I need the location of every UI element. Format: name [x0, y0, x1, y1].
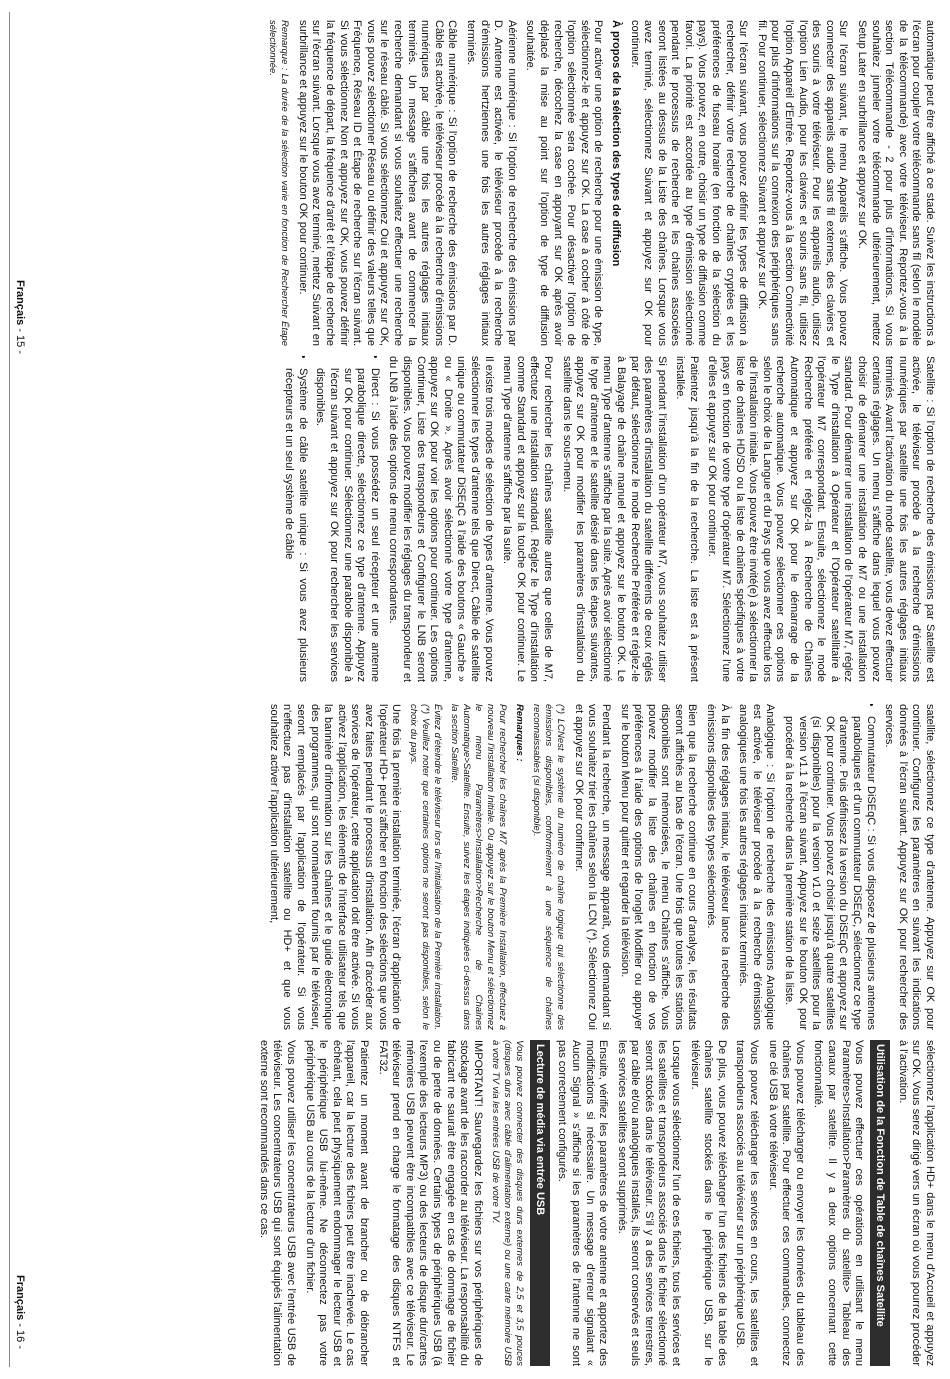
- paragraph: Bien que la recherche continue en cours d'analyse, les résultats seront affichés au bas de l'écran. Une fois que toutes les stations disponibles sont mémorisées, le menu Chaînes s'affiche. Vous pouvez modifier la liste des chaînes en fonction de vos préférences à l'aide des options de l'onglet Modifier ou appuyer sur le bouton Menu pour quitter et regarder la télévision.: [618, 704, 699, 1030]
- paragraph: Satellite : Si l'option de recherche des émissions par Satellite est activée, le téléviseur procède à la recherche d'émissions numériques par satellite une fois les autres réglages initiaux terminés. Avant l'activation du mode satellite, vous devez effectuer certains réglages. Un menu s'affiche dans lequel vous pouvez choisir de démarrer une installation de M7 ou une installation standard. Pour démarrer une installation de l'opérateur M7, réglez le Type d'installation à Opérateur et l'Opérateur satellitaire à l'opérateur M7 correspondant. Ensuite, sélectionnez le mode Recherche préférée et réglez-la à Recherche de Chaînes Automatique et appuyez sur OK pour le démarrage de la recherche automatique. Vous pouvez sélectionner ces options selon le choix de la Langue et du Pays que vous avez effectué lors de l'installation initiale. Vous pouvez être invité(e) à sélectionner la liste de chaînes HD/SD ou la liste de chaînes spécifiques à votre pays en fonction de votre type d'opérateur M7. Sélectionnez l'une d'elles et appuyez sur OK pour continuer.: [706, 356, 936, 682]
- bullet-item: • Direct : Si vous possédez un seul récepteur et une antenne parabolique directe, sélectionnez ce type d'antenne. Appuyez sur OK pour continuer. Sélectionnez une parabole disponible à l'écran suivant et appuyez sur OK pour rechercher les services disponibles.: [313, 368, 381, 682]
- remark: Évitez d'éteindre le téléviseur lors de l'initialisation de la Première installation. (*) Veuillez noter que certaines options ne seront pas disponibles, selon le choix du pays.: [408, 704, 444, 1030]
- paragraph: Pendant la recherche, un message apparaît, vous demandant si vous souhaitez trier les chaînes selon la LCN (*). Sélectionnez Oui et appuyez sur OK pour confirmer.: [572, 704, 612, 1030]
- footer-language: Français: [14, 1275, 26, 1321]
- page-number: - 16 -: [14, 1323, 26, 1349]
- section-heading: À propos de la sélection des types de diffusion: [609, 20, 622, 267]
- paragraph: Sur l'écran suivant, vous pouvez définir les types de diffusion à rechercher, définir votre recherche de chaînes cryptées et les préférences de fuseau horaire (en fonction de la sélection du pays). Vous pouvez, en outre, choisir un type de diffusion comme favori. La priorité est accordée au type d'émission sélectionné pendant le processus de recherche et les chaînes associées seront listées au dessus de la Liste des chaînes. Lorsque vous avez terminé, sélectionnez Suivant et appuyez sur OK pour continuer.: [628, 20, 750, 346]
- remarks-heading: Remarques :: [514, 704, 526, 762]
- column-4: [34, 1040, 936, 1366]
- paragraph: À la fin des réglages initiaux, le téléviseur lance la recherche des émissions disponibles des types sélectionnés.: [705, 704, 731, 1030]
- remark: Pour rechercher les chaînes M7 après la Première Installation, effectuez à nouveau l'installation Initiale. Ou appuyez sur le bouton Menu et sélectionnez le menu Paramètres>Installation>Recherche de Chaînes Automatique>Satellite. Ensuite, suivez les étapes indiquées ci-dessus dans la section Satellite.: [449, 704, 509, 1030]
- paragraph: Lorsque vous sélectionnez l'un de ces fichiers, tous les services et les satellites et transpondeurs associés dans le fichier sélectionné seront stockés dans le téléviseur. S'il y a des services terrestres, par câble et/ou analogiques installés, ils seront conservés et seuls les services satellites seront supprimés.: [615, 1040, 683, 1366]
- paragraph: Sur l'écran suivant, le menu Appareils s'affiche. Vous pouvez connecter des appareils audio sans fil externes, des claviers et des souris à votre téléviseur. Pour les appareils audio, utilisez l'option Lien Audio, pour les claviers et souris sans fil, utilisez l'option Appareil d'Entrée. Reportez-vous à la section Connectivité pour plus d'informations sur la connexion des périphériques sans fil. Pour continuer, sélectionnez Suivant et appuyez sur OK.: [755, 20, 850, 346]
- paragraph: Pour activer une option de recherche pour une émission de type, sélectionnez-le et appuyez sur OK. La case à cocher à côté de l'option sélectionnée sera cochée. Pour désactiver l'option de recherche, décochez la case en appuyant sur OK après avoir déplacé la mise au point sur l'option de type de diffusion souhaitée.: [524, 20, 605, 346]
- column-2: [34, 356, 936, 682]
- lcn-note: (*) LCNest le système du numéro de chaîne logique qui sélectionne des émissions disponibles, conformément à une séquence de chaînes reconnaissables (si disponible).: [531, 704, 567, 1030]
- note: Vous pouvez connecter des disques durs externes de 2,5 et 3,5 pouces (disques durs avec câble d'alimentation externe) ou une carte mémoire USB à votre TV via les entrées USB de votre TV.: [489, 1040, 525, 1366]
- bullet-item: • Commutateur DiSEqC : Si vous disposez de plusieurs antennes paraboliques et d'un commutateur DiSEqC, sélectionnez ce type d'antenne. Puis définissez la version du DiSEqC et appuyez sur OK pour continuer. Vous pouvez choisir jusqu'à quatre satellites (si disponibles) pour la version v1.0 et seize satellites pour la version v1.1 à l'écran suivant. Appuyez sur le bouton OK pour procéder à la recherche dans la première station de la liste.: [781, 716, 876, 1030]
- bullet-item: • Système de câble satellite unique : Si vous avez plusieurs récepteurs et un seul système de câble: [282, 368, 309, 682]
- bullet-list: [282, 356, 381, 682]
- paragraph: sélectionnez l'application HD+ dans le menu d'Accueil et appuyez sur OK. Vous serez dirigé vers un écran où vous pourrez procéder à l'activation.: [896, 1040, 936, 1366]
- paragraph: Câble numérique : Si l'option de recherche des émissions par D. Câble est activée, le téléviseur procède à la recherche d'émissions numériques par câble une fois les autres réglages initiaux terminés. Un message s'affichera avant de commencer la recherche demandant si vous souhaitez effectuer une recherche sur le réseau câblé. Si vous sélectionnez Oui et appuyez sur OK, vous pouvez sélectionner Réseau ou définir des valeurs telles que Fréquence, Réseau ID et Étape de recherche sur l'écran suivant. Si vous sélectionnez Non et appuyez sur OK, vous pouvez définir la fréquence de départ, la fréquence d'arrêt et l'étape de recherche sur l'écran suivant. Lorsque vous avez terminé, mettez Suivant en surbrillance et appuyez sur le bouton OK pour continuer.: [296, 20, 459, 346]
- page-number: - 15 -: [14, 328, 26, 354]
- note: Remarque : La durée de la sélection varie en fonction de Rechercher Étape sélectionnée.: [267, 20, 291, 346]
- paragraph: Si pendant l'installation d'un opérateur M7, vous souhaitez utiliser des paramètres d'installation du satellite différents de ceux réglés par défaut, sélectionnez le mode Recherche Préférée et réglez-le à Balayage de chaîne manuel et appuyez sur le bouton OK. Le menu Type d'antenne s'affiche par la suite. Après avoir sélectionné le type d'antenne et le satellite désiré dans les étapes suivantes, appuyez sur OK pour modifier les paramètres d'installation du satellite dans le sous-menu.: [560, 356, 668, 682]
- paragraph: Vous pouvez télécharger ou envoyer les données du tableau des chaînes par satellite. Pour effectuer ces commandes, connectez une clé USB à votre téléviseur.: [766, 1040, 806, 1366]
- column-1: [34, 20, 936, 346]
- paragraph: Vous pouvez utiliser les concentrateurs USB avec l'entrée USB de téléviseur. Les concentrateurs USB qui sont équipés l'alimentation externe sont recommandés dans ce cas.: [257, 1040, 298, 1366]
- paragraph: Pour rechercher les chaînes satellite autres que celles de M7, effectuez une installation standard. Réglez le Type d'installation comme Standard et appuyez sur la touche OK pour continuer. Le menu Type d'antenne s'affiche par la suite.: [501, 356, 554, 682]
- bullet-list: [781, 704, 876, 1030]
- footer-rule: [9, 12, 10, 1367]
- footer-right: [14, 1275, 26, 1349]
- section-heading: Lecture de média via entrée USB: [530, 1040, 550, 1366]
- footer-language: Français: [14, 280, 26, 326]
- paragraph: Vous pouvez effectuer ces opérations en utilisant le menu Paramètres>Installation>Paramètres du satellite> Tableau des canaux par satellite. Il y a deux options concernant cette fonctionnalité.: [812, 1040, 866, 1366]
- paragraph: Patientez jusqu'à la fin de la recherche. La liste est à présent installée.: [674, 356, 700, 682]
- paragraph: Une fois la première installation terminée, l'écran d'application de l'opérateur HD+ peut s'afficher en fonction des sélections que vous avez faites pendant le processus d'installation. Afin d'accéder aux services de l'opérateur, cette application doit être activée. Si vous activez l'application, les éléments de l'interface utilisateur tels que la bannière d'information sur les chaînes et le guide électronique des programmes, qui sont normalement fournis par le téléviseur, seront remplacés par l'application de l'opérateur. Si vous n'effectuez pas d'installation satellite ou HD+ et que vous souhaitez activer l'application ultérieurement,: [267, 704, 403, 1030]
- paragraph: satellite, sélectionnez ce type d'antenne. Appuyez sur OK pour continuer. Configurez les paramètres en suivant les indications données à l'écran suivant. Appuyez sur OK pour rechercher des services.: [883, 704, 936, 1030]
- paragraph: Aérienne numérique : Si l'option de recherche des émissions par D. Antenne est activée, le téléviseur procède à la recherche d'émissions hertziennes une fois les autres réglages initiaux terminés.: [465, 20, 518, 346]
- paragraph: De plus, vous pouvez télécharger l'un des fichiers de la table des chaînes satellite stockés dans le périphérique USB, sur le téléviseur.: [688, 1040, 728, 1366]
- paragraph: automatique peut être affiché à ce stade. Suivez les instructions à l'écran pour coupler votre télécommande sans fil (selon le modèle de la télécommande) avec votre téléviseur. Reportez-vous à la section Télécommande - 2 pour plus d'informations. Si vous souhaitez jumeler votre télécommande ultérieurement, mettez Setup Later en surbrillance et appuyez sur OK.: [856, 20, 936, 346]
- section-heading: Utilisation de la Fonction de Table de chaînes Satellite: [870, 1040, 890, 1366]
- paragraph: IMPORTANT! Sauvegardez les fichiers sur vos périphériques de stockage avant de les raccorder au téléviseur. La responsabilité du fabricant ne saurait être engagée en cas de dommage de fichier ou de perte de données. Certains types de périphériques USB (à l'exemple des lecteurs MP3) ou des lecteurs de disque dur/cartes mémoires USB peuvent être incompatibles avec ce téléviseur. Le téléviseur prend en charge le formatage des disques NTFS et FAT32.: [376, 1040, 484, 1366]
- paragraph: Patientez un moment avant de brancher ou de débrancher l'appareil, car la lecture des fichiers peut être inachevée. Le cas échéant, cela peut physiquement endommager le lecteur USB et le périphérique USB lui-même. Ne déconnectez pas votre périphérique USB au cours de la lecture d'un fichier.: [303, 1040, 370, 1366]
- paragraph: Analogique : Si l'option de recherche des émissions Analogique est activée, le téléviseur procède à la recherche d'émissions analogiques une fois les autres réglages initiaux terminés.: [737, 704, 777, 1030]
- paragraph: Il existe trois modes de sélection de types d'antenne. Vous pouvez sélectionner les types d'antenne tels que Direct, Câble de satellite unique ou commutateur DiSEqC à l'aide des boutons « Gauche » ou « Droite ». Après avoir sélectionné votre type d'antenne, appuyez sur OK pour voir les options pour continuer. Les options Continuer, Liste des transpondeurs et Configurer le LNB seront disponibles. Vous pouvez modifier les réglages du transpondeur et du LNB à l'aide des options de menu correspondantes.: [387, 356, 495, 682]
- footer-left: [14, 280, 26, 354]
- paragraph: Ensuite, vérifiez les paramètres de votre antenne et apportez des modifications si nécessaire. Un message d'erreur signalant « Aucun Signal » s'affiche si les paramètres de l'antenne ne sont pas correctement configurés.: [556, 1040, 610, 1366]
- column-3: [34, 704, 936, 1030]
- paragraph: Vous pouvez télécharger les services en cours, les satellites et transpondeurs associés au téléviseur sur un périphérique USB.: [734, 1040, 761, 1366]
